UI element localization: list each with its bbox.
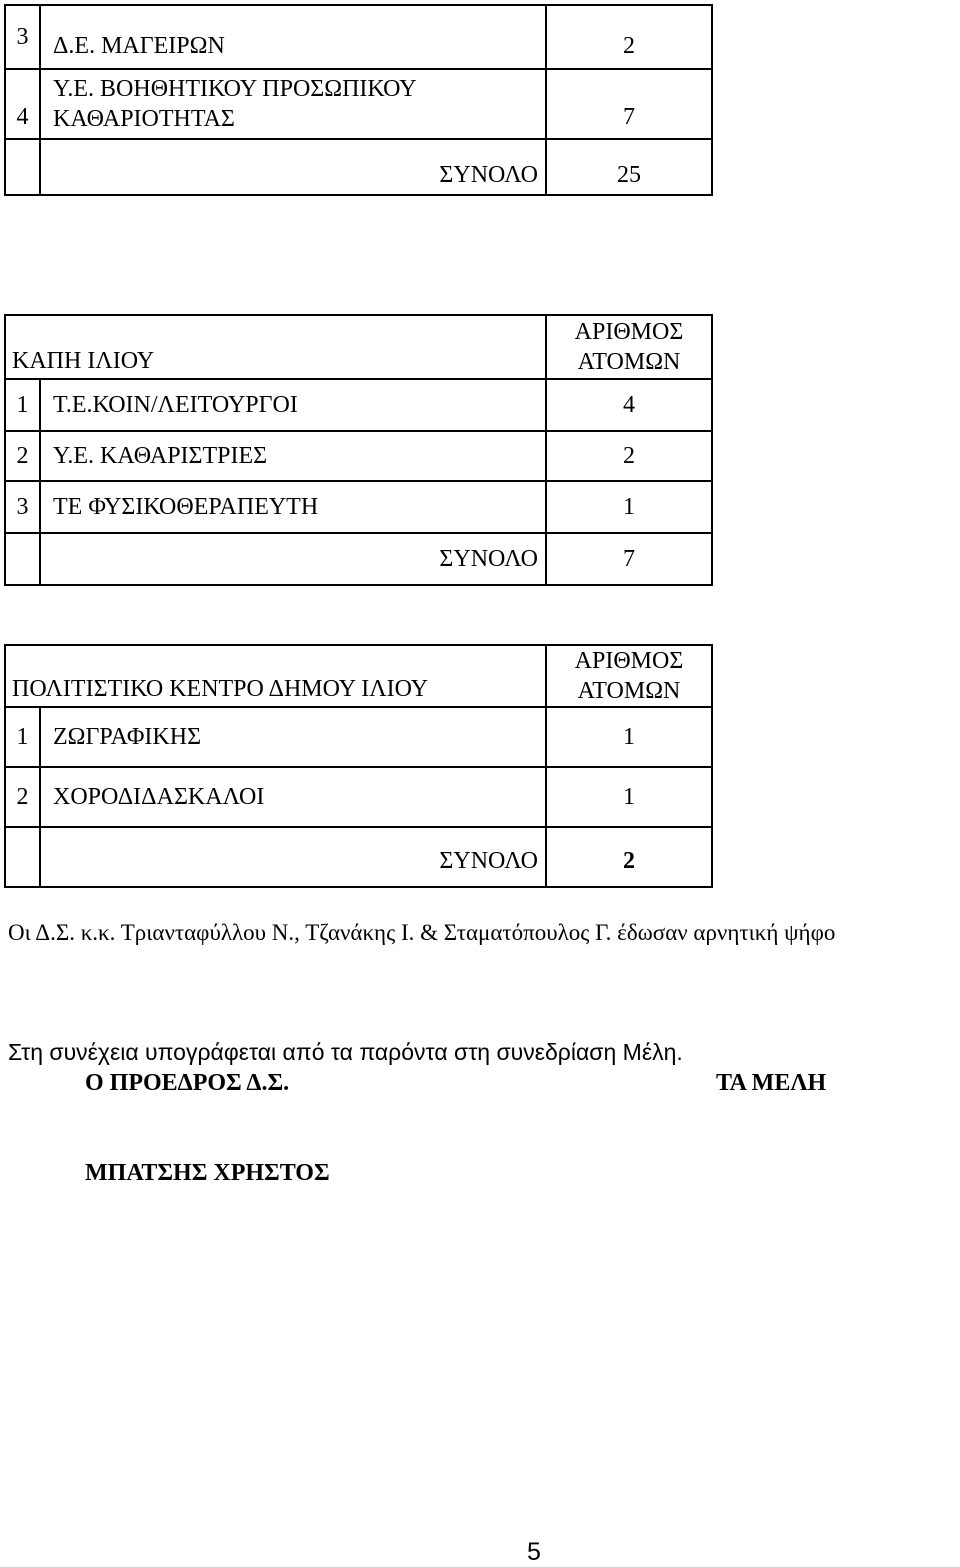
cultural-center-staff-table: [4, 644, 713, 888]
table-row: [5, 379, 712, 431]
row-number: 2: [5, 767, 40, 827]
row-label: Υ.Ε. ΚΑΘΑΡΙΣΤΡΙΕΣ: [40, 431, 546, 481]
row-label-line: Υ.Ε. ΒΟΗΘΗΤΙΚΟΥ ΠΡΟΣΩΠΙΚΟΥ: [53, 76, 417, 102]
row-count: 1: [546, 707, 712, 767]
row-label-line: ΚΑΘΑΡΙΟΤΗΤΑΣ: [53, 106, 235, 132]
table-row: [5, 69, 712, 139]
members-label: ΤΑ ΜΕΛΗ: [716, 1070, 827, 1096]
total-value: 7: [546, 533, 712, 585]
table-row: [5, 707, 712, 767]
row-label: Δ.Ε. ΜΑΓΕΙΡΩΝ: [40, 5, 546, 69]
table-row: [5, 5, 712, 69]
total-label: ΣΥΝΟΛΟ: [40, 827, 546, 887]
staff-table-continued: [4, 4, 713, 196]
table-row: [5, 481, 712, 533]
total-value: 2: [546, 827, 712, 887]
row-number: 1: [5, 379, 40, 431]
row-label: [40, 69, 546, 139]
row-count: 7: [546, 69, 712, 139]
header-count: ΑΡΙΘΜΟΣ ΑΤΟΜΩΝ: [546, 645, 712, 707]
row-count: 2: [546, 431, 712, 481]
table-row: [5, 431, 712, 481]
vote-note: Οι Δ.Σ. κ.κ. Τριανταφύλλου Ν., Τζανάκης Ι. & Σταματόπουλος Γ. έδωσαν αρνητική ψήφο: [8, 920, 836, 945]
row-number: 4: [5, 69, 40, 139]
row-number: 3: [5, 481, 40, 533]
row-number: 2: [5, 431, 40, 481]
total-label: ΣΥΝΟΛΟ: [40, 533, 546, 585]
kapi-staff-table: [4, 314, 713, 586]
row-label: ΤΕ ΦΥΣΙΚΟΘΕΡΑΠΕΥΤΗ: [40, 481, 546, 533]
row-number: 1: [5, 707, 40, 767]
row-number: 3: [5, 5, 40, 69]
table-header-row: [5, 645, 712, 707]
row-count: 1: [546, 767, 712, 827]
row-label: ΧΟΡΟΔΙΔΑΣΚΑΛΟΙ: [40, 767, 546, 827]
total-row: [5, 533, 712, 585]
total-row: [5, 139, 712, 195]
total-label: ΣΥΝΟΛΟ: [40, 139, 546, 195]
table-header-row: [5, 315, 712, 379]
table-title: ΠΟΛΙΤΙΣΤΙΚΟ ΚΕΝΤΡΟ ΔΗΜΟΥ ΙΛΙΟΥ: [5, 645, 546, 707]
president-name: ΜΠΑΤΣΗΣ ΧΡΗΣΤΟΣ: [85, 1160, 330, 1186]
president-label: Ο ΠΡΟΕΔΡΟΣ Δ.Σ.: [85, 1070, 290, 1096]
total-row: [5, 827, 712, 887]
page-number: 5: [527, 1538, 541, 1566]
row-count: 4: [546, 379, 712, 431]
row-label: Τ.Ε.ΚΟΙΝ/ΛΕΙΤΟΥΡΓΟΙ: [40, 379, 546, 431]
table-title: ΚΑΠΗ ΙΛΙΟΥ: [5, 315, 546, 379]
header-count: ΑΡΙΘΜΟΣ ΑΤΟΜΩΝ: [546, 315, 712, 379]
table-row: [5, 767, 712, 827]
row-label: ΖΩΓΡΑΦΙΚΗΣ: [40, 707, 546, 767]
total-value: 25: [546, 139, 712, 195]
row-count: 2: [546, 5, 712, 69]
row-count: 1: [546, 481, 712, 533]
signing-note: Στη συνέχεια υπογράφεται από τα παρόντα στη συνεδρίαση Μέλη.: [8, 1039, 683, 1065]
